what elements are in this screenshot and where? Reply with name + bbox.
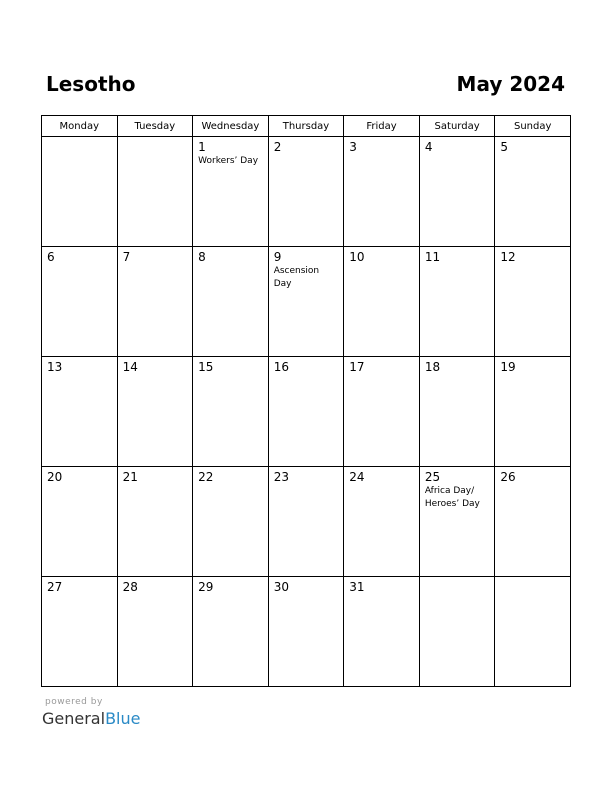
weekday-header: Friday	[344, 116, 420, 137]
day-cell	[193, 357, 269, 467]
day-number: 29	[198, 580, 214, 594]
day-cell	[268, 357, 344, 467]
weekday-header: Saturday	[419, 116, 495, 137]
day-number: 12	[500, 250, 516, 264]
day-number: 5	[500, 140, 509, 154]
weekday-header: Wednesday	[193, 116, 269, 137]
week-row	[42, 137, 571, 247]
day-cell	[42, 467, 118, 577]
day-cell	[42, 357, 118, 467]
day-cell	[193, 247, 269, 357]
day-number: 11	[424, 250, 441, 264]
day-number: 9	[273, 250, 282, 264]
day-number: 25	[424, 470, 441, 484]
day-number: 14	[122, 360, 138, 374]
day-cell	[344, 577, 420, 687]
calendar-grid	[41, 115, 571, 687]
day-cell	[344, 137, 420, 247]
day-cell	[117, 467, 193, 577]
day-cell	[42, 137, 118, 247]
day-number: 16	[273, 360, 289, 374]
day-number: 4	[424, 140, 433, 154]
day-cell	[117, 577, 193, 687]
day-number: 27	[47, 580, 63, 594]
day-cell	[495, 137, 571, 247]
day-cell	[268, 467, 344, 577]
month-year-title: May 2024	[456, 72, 565, 96]
country-title: Lesotho	[46, 72, 136, 96]
day-cell	[268, 247, 344, 357]
day-cell	[495, 247, 571, 357]
day-number: 24	[349, 470, 365, 484]
day-cell	[344, 357, 420, 467]
day-cell	[193, 137, 269, 247]
holiday-label: Ascension Day	[273, 266, 320, 289]
day-number: 17	[349, 360, 365, 374]
day-number: 1	[198, 140, 206, 154]
week-row	[42, 467, 571, 577]
day-cell	[419, 247, 495, 357]
day-number: 18	[424, 360, 441, 374]
day-cell	[495, 357, 571, 467]
day-cell	[268, 577, 344, 687]
day-number: 6	[47, 250, 55, 264]
day-cell	[419, 357, 495, 467]
day-number: 22	[198, 470, 214, 484]
week-row	[42, 247, 571, 357]
day-cell	[495, 467, 571, 577]
day-number: 3	[349, 140, 357, 154]
day-number: 28	[122, 580, 138, 594]
day-number: 8	[198, 250, 206, 264]
holiday-label: Africa Day/ Heroes’ Day	[424, 486, 480, 509]
day-number: 2	[273, 140, 282, 154]
brand-logo-part1: General	[42, 709, 106, 728]
day-cell	[344, 247, 420, 357]
day-cell	[193, 467, 269, 577]
day-number: 31	[349, 580, 365, 594]
day-number: 30	[273, 580, 289, 594]
day-cell	[117, 357, 193, 467]
day-cell	[419, 137, 495, 247]
day-number: 13	[47, 360, 63, 374]
weekday-header: Sunday	[495, 116, 571, 137]
day-cell	[268, 137, 344, 247]
day-cell	[42, 247, 118, 357]
day-cell	[193, 577, 269, 687]
day-cell	[117, 137, 193, 247]
day-number: 26	[500, 470, 516, 484]
day-number: 21	[122, 470, 138, 484]
day-cell	[42, 577, 118, 687]
weekday-header: Tuesday	[117, 116, 193, 137]
day-cell	[419, 467, 495, 577]
day-number: 19	[500, 360, 516, 374]
week-row	[42, 577, 571, 687]
day-number: 7	[122, 250, 131, 264]
powered-by-label: powered by	[45, 697, 103, 707]
day-number: 20	[47, 470, 63, 484]
weekday-header-row	[42, 116, 571, 137]
day-cell	[117, 247, 193, 357]
week-row	[42, 357, 571, 467]
day-number: 15	[198, 360, 214, 374]
weekday-header: Thursday	[268, 116, 344, 137]
day-cell	[419, 577, 495, 687]
brand-logo-part2: Blue	[105, 709, 141, 728]
day-cell	[344, 467, 420, 577]
holiday-label: Workers’ Day	[198, 156, 259, 166]
day-number: 23	[273, 470, 289, 484]
day-number: 10	[349, 250, 365, 264]
weekday-header: Monday	[42, 116, 118, 137]
day-cell	[495, 577, 571, 687]
brand-logo[interactable]	[42, 709, 140, 728]
